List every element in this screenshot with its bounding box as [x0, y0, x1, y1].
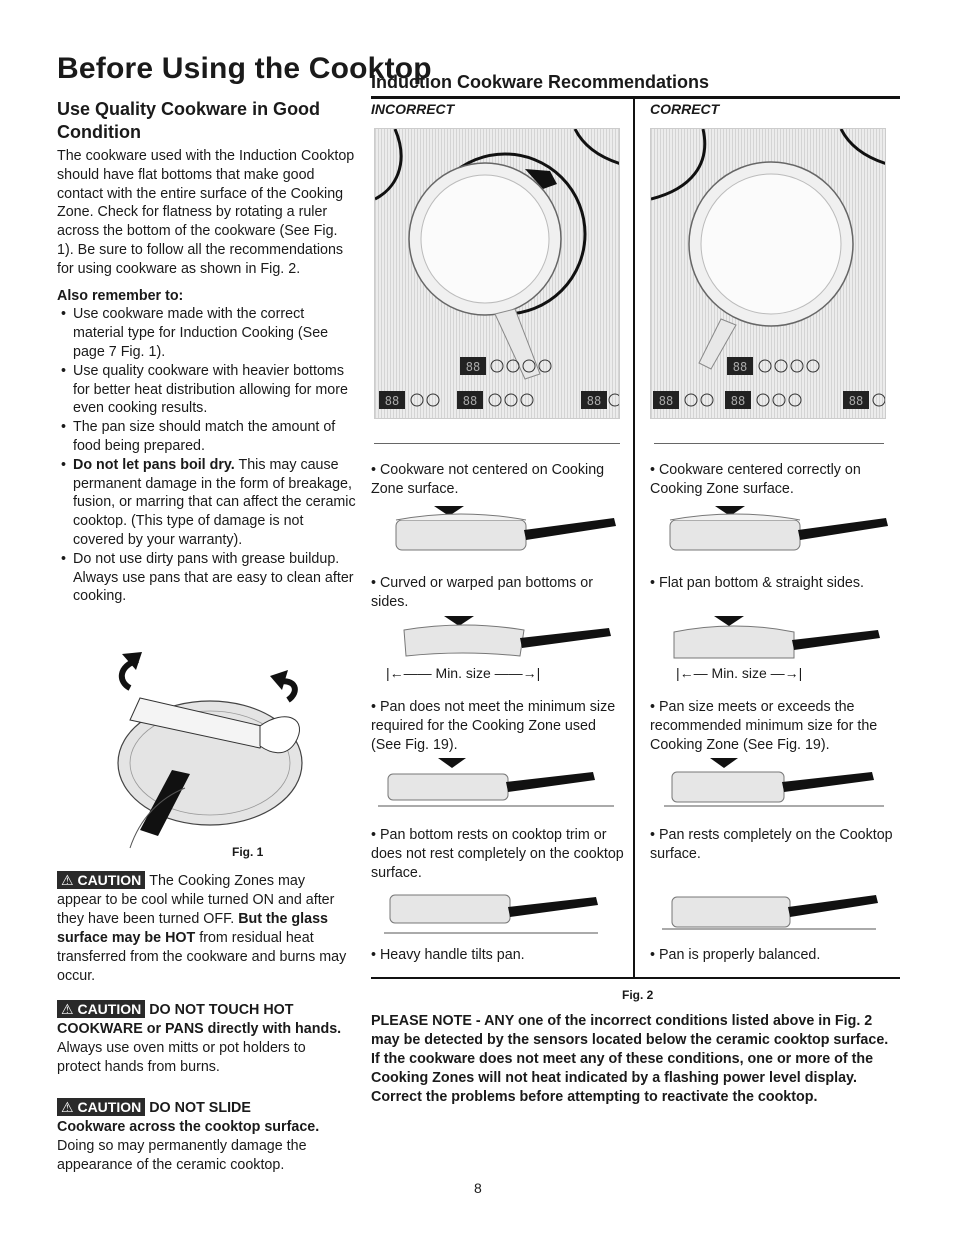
- arrow-right-icon: —→|: [766, 665, 803, 681]
- cooktop-correct: [650, 128, 886, 419]
- intro-paragraph: The cookware used with the Induction Cooktop should have flat bottoms that make good contact with the entire surface of the Cooking Zone. Check for flatness by rotating a ruler across the bottom of the cookware (See Fig. 1). Be sure to follow all the recommendations for using cookware as shown in Fig. 2.: [57, 148, 355, 277]
- caption-text: Flat pan bottom & straight sides.: [658, 575, 865, 591]
- warped-pan-illustration: [384, 612, 624, 672]
- ruler-flatness-illustration: [110, 648, 340, 863]
- page-title: Before Using the Cooktop: [57, 52, 432, 85]
- control-panel: [653, 357, 885, 409]
- list-item: • Do not use dirty pans with grease buildup. Always use pans that are easy to clean after cooking.: [57, 550, 357, 606]
- bullet: •: [371, 827, 380, 843]
- pan-flat-on-surface-illustration: [662, 885, 902, 945]
- bullet: •: [650, 947, 659, 963]
- list-item: • Use quality cookware with heavier bottoms for better heat distribution allowing for more even cooking results.: [57, 362, 357, 418]
- cooktop-incorrect: [374, 128, 620, 419]
- page-number: 8: [474, 1180, 482, 1196]
- caption-text: Cookware centered correctly on Cooking Zone surface.: [650, 462, 861, 497]
- min-size-dimension: [386, 664, 546, 683]
- left-column: [57, 98, 357, 606]
- caution-hot-cookware: [57, 1000, 353, 1077]
- column-divider: [633, 99, 635, 977]
- arrow-left-icon: |←—: [676, 665, 712, 681]
- caution-text: from residual heat transferred from the cookware and burns may occur.: [57, 930, 347, 984]
- small-pan-illustration: [378, 752, 618, 812]
- list-item: [57, 456, 357, 550]
- arrow-left-icon: |←——: [386, 665, 436, 681]
- correct-heading: CORRECT: [650, 101, 720, 117]
- caution-text: Always use oven mitts or pot holders to protect hands from burns.: [57, 1040, 306, 1075]
- correct-item-3: [650, 698, 895, 755]
- caution-label: CAUTION: [77, 1099, 142, 1115]
- bullet: •: [650, 462, 659, 478]
- list-item: • Use cookware made with the correct material type for Induction Cooking (See page 7 Fig. 1).: [57, 305, 357, 361]
- list-item-text: This may cause permanent damage in the form of breakage, fusion, or marring that can affect the ceramic cooktop. (This type of damage is not covered by your warranty).: [73, 456, 356, 548]
- incorrect-item-3: [371, 698, 626, 755]
- bullet: •: [371, 699, 380, 715]
- display-digits: 88: [586, 394, 602, 408]
- table-bottom-rule: [371, 977, 900, 979]
- display-digits: 88: [732, 360, 748, 374]
- display-digits: 88: [465, 360, 481, 374]
- flat-pan-illustration: [664, 612, 904, 672]
- warning-icon: ⚠: [61, 1001, 74, 1017]
- please-note: PLEASE NOTE - ANY one of the incorrect conditions listed above in Fig. 2 may be detected by the sensors located below the ceramic cooktop surface. If the cookware does not meet any of these conditions, one or more of the Cooking Zones will not heat indicated by a flashing power level display. Correct the problems before attempting to reactivate the cooktop.: [371, 1013, 889, 1105]
- display-digits: 88: [384, 394, 400, 408]
- incorrect-item-2: [371, 574, 626, 612]
- warning-icon: ⚠: [61, 872, 74, 888]
- display-digits: 88: [848, 394, 864, 408]
- rotate-arrow-icon: [270, 670, 295, 700]
- min-size-label: Min. size: [711, 665, 767, 681]
- caution-label: CAUTION: [77, 872, 142, 888]
- pan-off-center-illustration: [384, 500, 624, 560]
- bullet: •: [371, 575, 380, 591]
- correct-item-2: [650, 574, 895, 593]
- divider: [654, 443, 884, 444]
- incorrect-item-4: [371, 826, 626, 883]
- caution-badge: [57, 1098, 145, 1116]
- incorrect-item-5: [371, 946, 626, 965]
- section-heading: Use Quality Cookware in Good Condition: [57, 99, 321, 142]
- rotate-arrow-icon: [122, 652, 142, 688]
- incorrect-heading: INCORRECT: [371, 101, 455, 117]
- bullet: •: [650, 699, 659, 715]
- bold-text: Do not let pans boil dry.: [73, 456, 235, 473]
- display-digits: 88: [730, 394, 746, 408]
- min-size-dimension: [676, 664, 826, 683]
- caution-bold: DO NOT TOUCH HOT COOKWARE or PANS directly with hands.: [57, 1002, 342, 1037]
- min-size-label: Min. size: [435, 665, 491, 681]
- caution-badge: [57, 871, 145, 889]
- display-digits: 88: [658, 394, 674, 408]
- caption-text: Curved or warped pan bottoms or sides.: [371, 575, 593, 610]
- header-rule: [371, 96, 900, 99]
- caution-do-not-slide: [57, 1098, 353, 1175]
- caution-badge: [57, 1000, 145, 1018]
- pan: [689, 162, 853, 369]
- caution-text: Doing so may permanently damage the appearance of the ceramic cooktop.: [57, 1138, 307, 1173]
- correct-item-1: [650, 461, 895, 499]
- caution-bold: Cookware across the cooktop surface.: [57, 1119, 320, 1135]
- caption-text: Pan rests completely on the Cooktop surface.: [650, 827, 893, 862]
- fig1-caption: Fig. 1: [232, 845, 264, 859]
- fig2-caption: Fig. 2: [622, 988, 654, 1002]
- caution-cool-zones: [57, 871, 353, 986]
- display-digits: 88: [462, 394, 478, 408]
- caption-text: Pan is properly balanced.: [658, 947, 821, 963]
- correct-item-5: [650, 946, 895, 965]
- pan: [409, 163, 561, 379]
- caption-text: Pan size meets or exceeds the recommended minimum size for the Cooking Zone (See Fig. 19).: [650, 699, 878, 753]
- caution-bold: But the glass surface may be HOT: [57, 911, 328, 946]
- caution-text: The Cooking Zones may appear to be cool while turned ON and after they have been turned OFF.: [57, 873, 335, 927]
- list-item: • The pan size should match the amount of food being prepared.: [57, 418, 357, 456]
- bullet: •: [650, 575, 659, 591]
- bullet: •: [650, 827, 659, 843]
- pan-on-trim-illustration: [384, 885, 624, 945]
- caution-label: CAUTION: [77, 1001, 142, 1017]
- caption-text: Pan does not meet the minimum size required for the Cooking Zone used (See Fig. 19).: [371, 699, 616, 753]
- also-remember-label: Also remember to:: [57, 287, 184, 304]
- divider: [374, 443, 620, 444]
- centered-pan-illustration: [660, 500, 900, 560]
- bullet: •: [371, 947, 380, 963]
- correct-item-4: [650, 826, 895, 864]
- section-subtitle: Induction Cookware Recommendations: [371, 72, 710, 92]
- caption-text: Pan bottom rests on cooktop trim or does not rest completely on the cooktop surface.: [371, 827, 624, 881]
- incorrect-item-1: [371, 461, 626, 499]
- caption-text: Cookware not centered on Cooking Zone surface.: [371, 462, 605, 497]
- control-panel: [379, 357, 620, 409]
- bullet: •: [371, 462, 380, 478]
- arrow-right-icon: ——→|: [490, 665, 541, 681]
- caption-text: Heavy handle tilts pan.: [379, 947, 525, 963]
- large-pan-illustration: [660, 752, 900, 812]
- reminder-list: [57, 305, 357, 606]
- warning-icon: ⚠: [61, 1099, 74, 1115]
- caution-bold: DO NOT SLIDE: [149, 1100, 251, 1116]
